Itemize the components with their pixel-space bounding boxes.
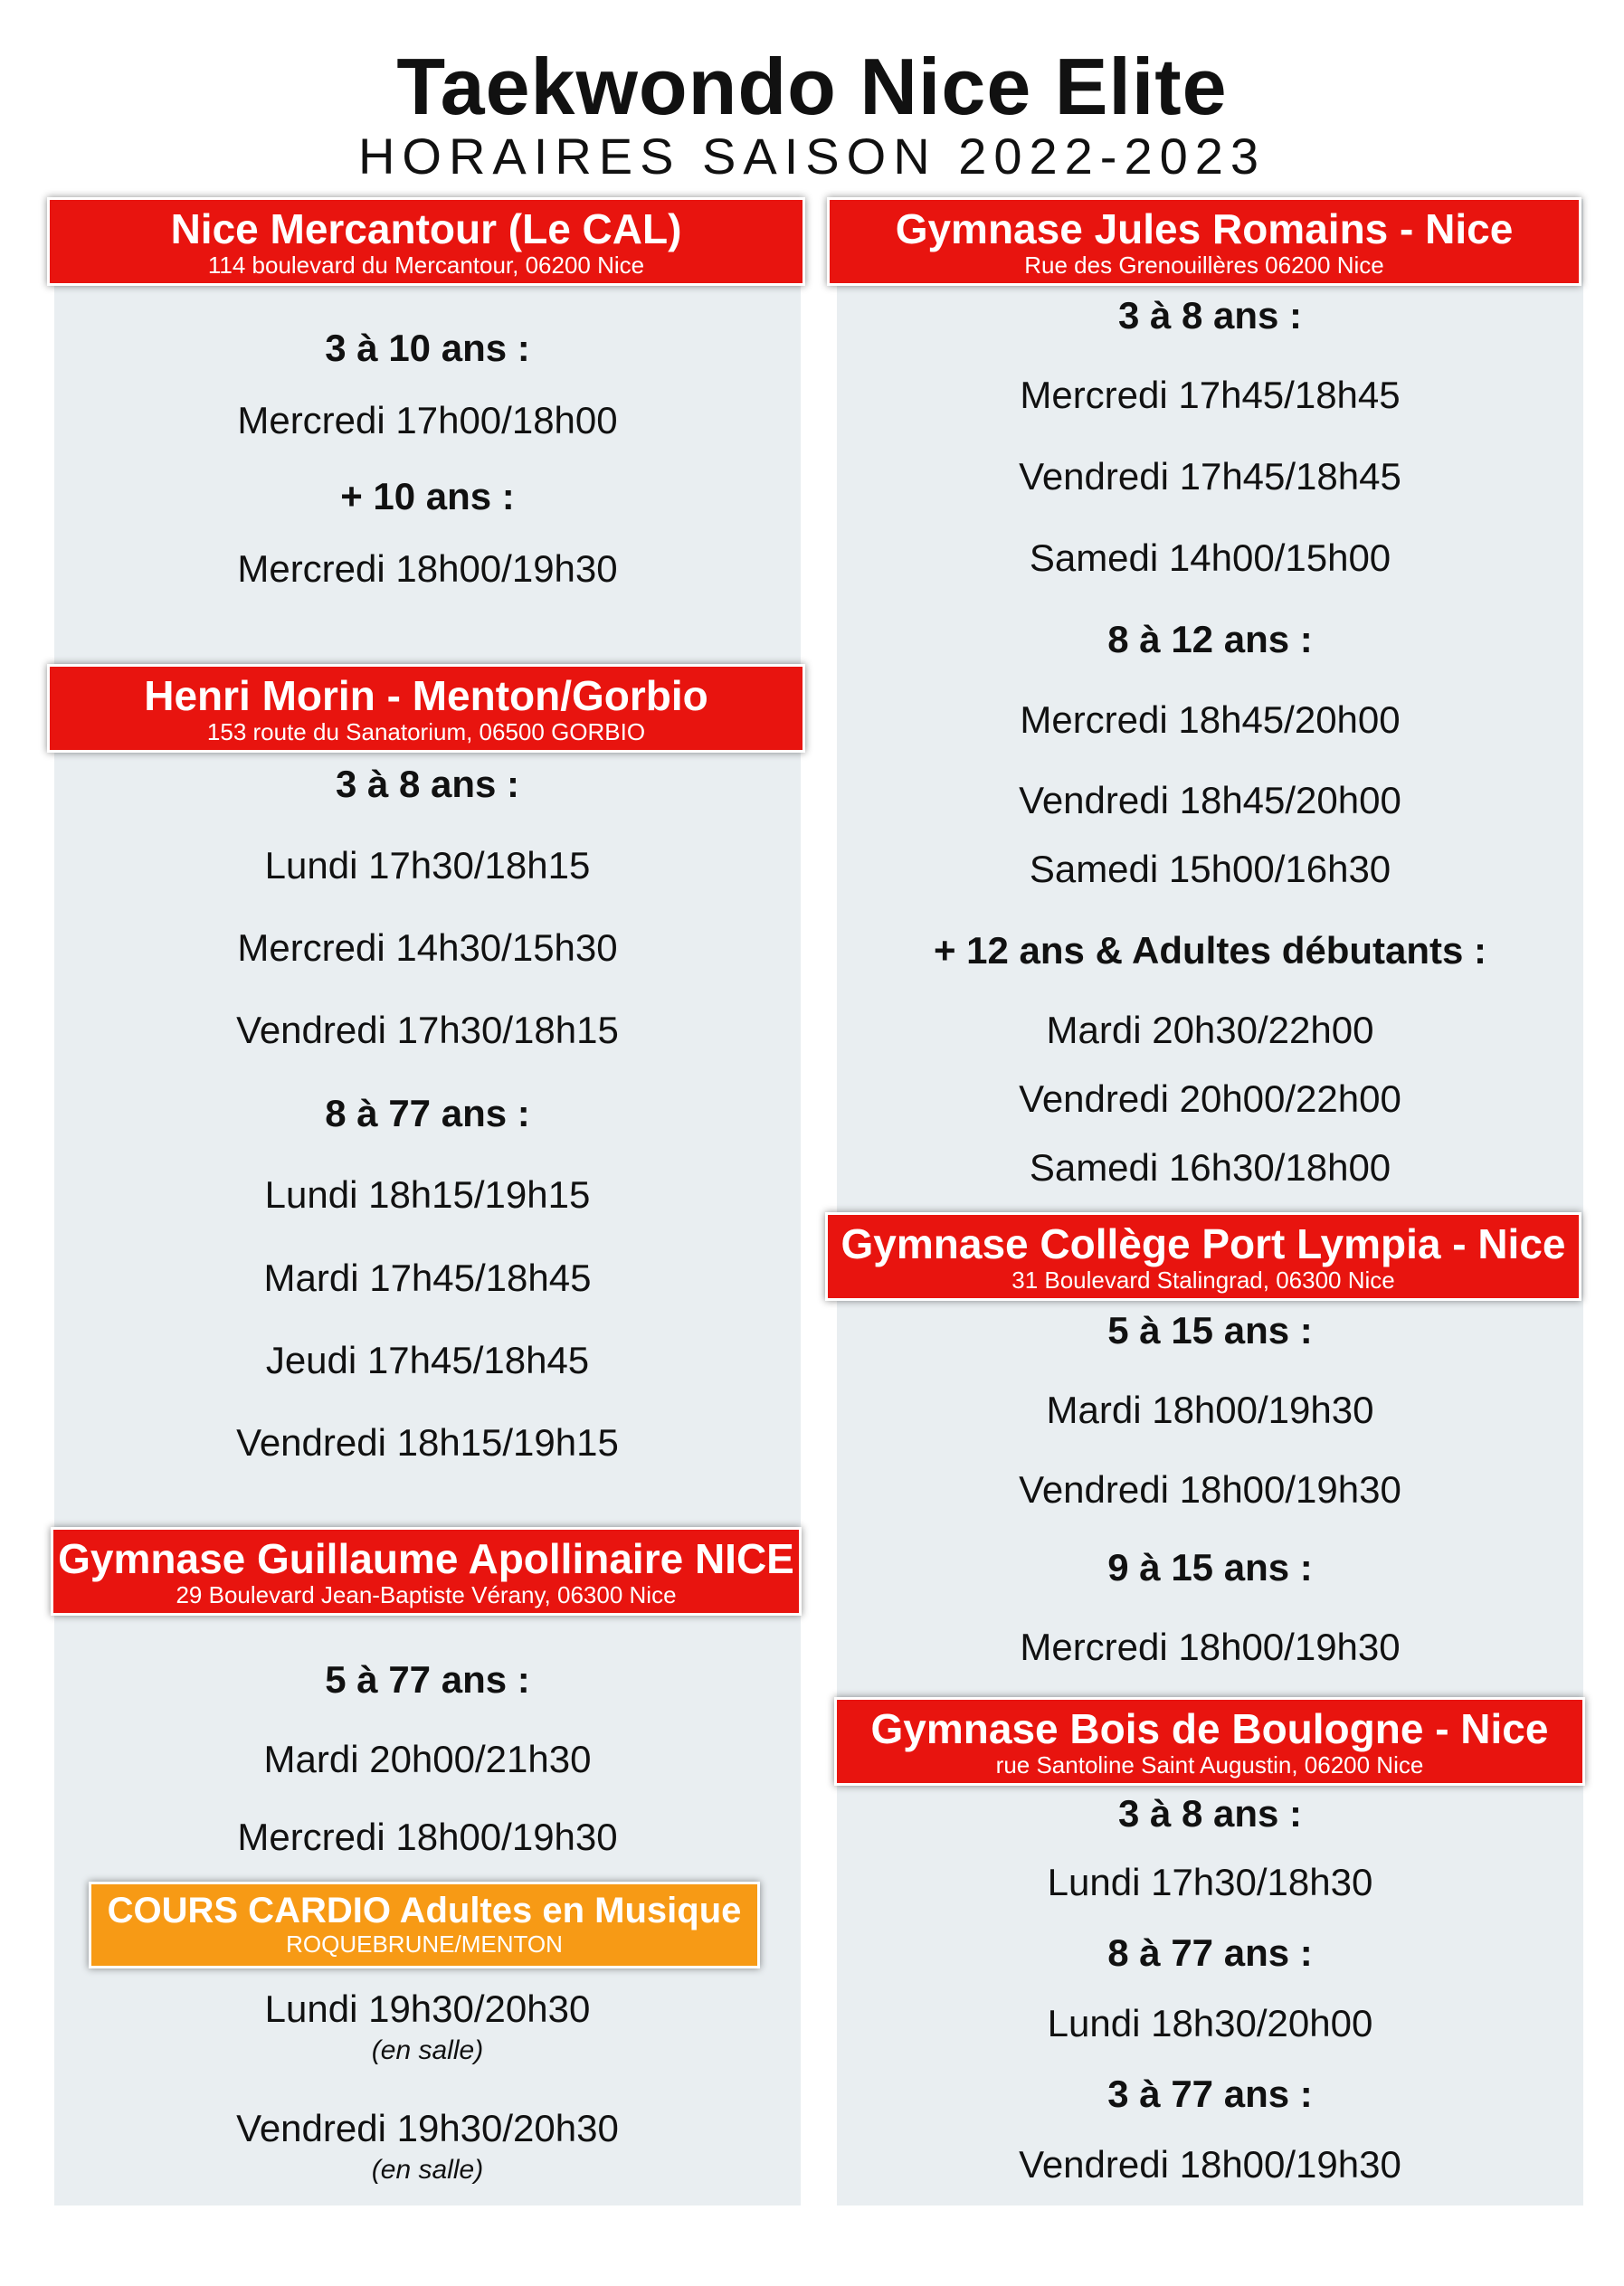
schedule-slot: Mercredi 18h00/19h30 xyxy=(237,547,618,590)
venue-address: 29 Boulevard Jean-Baptiste Vérany, 06300 Nice xyxy=(176,1581,677,1608)
age-group-heading: 5 à 15 ans : xyxy=(1107,1309,1313,1352)
schedule-slot: Lundi 17h30/18h30 xyxy=(1047,1861,1373,1903)
schedule-slot: Samedi 15h00/16h30 xyxy=(1029,848,1391,890)
location-note: (en salle) xyxy=(371,2035,484,2065)
age-group-heading: 8 à 77 ans : xyxy=(325,1092,530,1134)
schedule-slot: Samedi 14h00/15h00 xyxy=(1029,536,1391,579)
venue-address: 153 route du Sanatorium, 06500 GORBIO xyxy=(206,718,646,745)
schedule-slot: Vendredi 18h45/20h00 xyxy=(1019,779,1401,821)
age-group-heading: 5 à 77 ans : xyxy=(325,1658,530,1701)
age-group-heading: 3 à 8 ans : xyxy=(1117,294,1303,337)
age-group-heading: + 12 ans & Adultes débutants : xyxy=(933,929,1487,972)
schedule-slot: Vendredi 18h00/19h30 xyxy=(1019,1468,1401,1511)
location-note: (en salle) xyxy=(371,2155,484,2185)
schedule-slot: Vendredi 17h45/18h45 xyxy=(1019,455,1401,498)
schedule-slot: Samedi 16h30/18h00 xyxy=(1029,1146,1391,1189)
venue-name: COURS CARDIO Adultes en Musique xyxy=(107,1891,742,1930)
schedule-slot: Lundi 18h30/20h00 xyxy=(1047,2002,1373,2044)
schedule-slot: Mardi 17h45/18h45 xyxy=(263,1257,592,1299)
age-group-heading: 9 à 15 ans : xyxy=(1107,1546,1313,1589)
venue-header-apollinaire xyxy=(51,1527,802,1616)
schedule-slot: Lundi 17h30/18h15 xyxy=(264,844,591,887)
venue-header-mercantour xyxy=(47,197,805,286)
venue-name: Gymnase Guillaume Apollinaire NICE xyxy=(58,1535,794,1582)
schedule-slot: Mercredi 17h00/18h00 xyxy=(237,399,618,441)
schedule-slot: Vendredi 18h15/19h15 xyxy=(236,1421,619,1464)
venue-name: Nice Mercantour (Le CAL) xyxy=(170,205,682,252)
age-group-heading: 3 à 8 ans : xyxy=(1117,1792,1303,1835)
schedule-slot: Vendredi 20h00/22h00 xyxy=(1019,1077,1401,1120)
venue-header-henri-morin xyxy=(47,664,805,753)
venue-name: Gymnase Jules Romains - Nice xyxy=(895,205,1514,252)
schedule-slot: Mercredi 18h00/19h30 xyxy=(237,1816,618,1858)
schedule-slot: Vendredi 19h30/20h30 xyxy=(236,2107,619,2149)
venue-name: Gymnase Collège Port Lympia - Nice xyxy=(840,1220,1566,1267)
venue-name: Gymnase Bois de Boulogne - Nice xyxy=(870,1705,1549,1752)
schedule-slot: Mercredi 17h45/18h45 xyxy=(1020,374,1401,416)
schedule-slot: Lundi 19h30/20h30 xyxy=(264,1987,591,2030)
venue-address: Rue des Grenouillères 06200 Nice xyxy=(1024,251,1384,279)
schedule-slot: Vendredi 18h00/19h30 xyxy=(1019,2143,1401,2186)
age-group-heading: 8 à 12 ans : xyxy=(1107,618,1313,660)
venue-header-cardio xyxy=(89,1882,760,1968)
venue-address: ROQUEBRUNE/MENTON xyxy=(286,1930,563,1958)
age-group-heading: 3 à 77 ans : xyxy=(1107,2073,1313,2115)
schedule-slot: Lundi 18h15/19h15 xyxy=(264,1173,591,1216)
venue-address: rue Santoline Saint Augustin, 06200 Nice xyxy=(995,1751,1424,1779)
age-group-heading: 3 à 10 ans : xyxy=(325,327,530,369)
schedule-slot: Mardi 18h00/19h30 xyxy=(1046,1389,1374,1431)
venue-name: Henri Morin - Menton/Gorbio xyxy=(144,672,708,719)
age-group-heading: 3 à 8 ans : xyxy=(335,763,520,805)
schedule-slot: Mardi 20h00/21h30 xyxy=(263,1738,592,1780)
venue-header-jules-romains xyxy=(827,197,1581,286)
schedule-slot: Mardi 20h30/22h00 xyxy=(1046,1009,1374,1051)
schedule-slot: Mercredi 14h30/15h30 xyxy=(237,926,618,969)
page-subtitle: HORAIRES SAISON 2022-2023 xyxy=(357,128,1267,185)
venue-header-port-lympia xyxy=(825,1212,1581,1301)
page-title: Taekwondo Nice Elite xyxy=(396,42,1228,131)
age-group-heading: 8 à 77 ans : xyxy=(1107,1931,1313,1974)
schedule-slot: Vendredi 17h30/18h15 xyxy=(236,1009,619,1051)
age-group-heading: + 10 ans : xyxy=(340,475,515,517)
schedule-slot: Jeudi 17h45/18h45 xyxy=(265,1339,590,1381)
schedule-slot: Mercredi 18h45/20h00 xyxy=(1020,698,1401,741)
venue-address: 114 boulevard du Mercantour, 06200 Nice xyxy=(207,251,645,279)
venue-header-bois-de-boulogne xyxy=(834,1697,1585,1786)
right-column xyxy=(837,199,1583,2205)
schedule-slot: Mercredi 18h00/19h30 xyxy=(1020,1626,1401,1668)
venue-address: 31 Boulevard Stalingrad, 06300 Nice xyxy=(1011,1266,1395,1294)
